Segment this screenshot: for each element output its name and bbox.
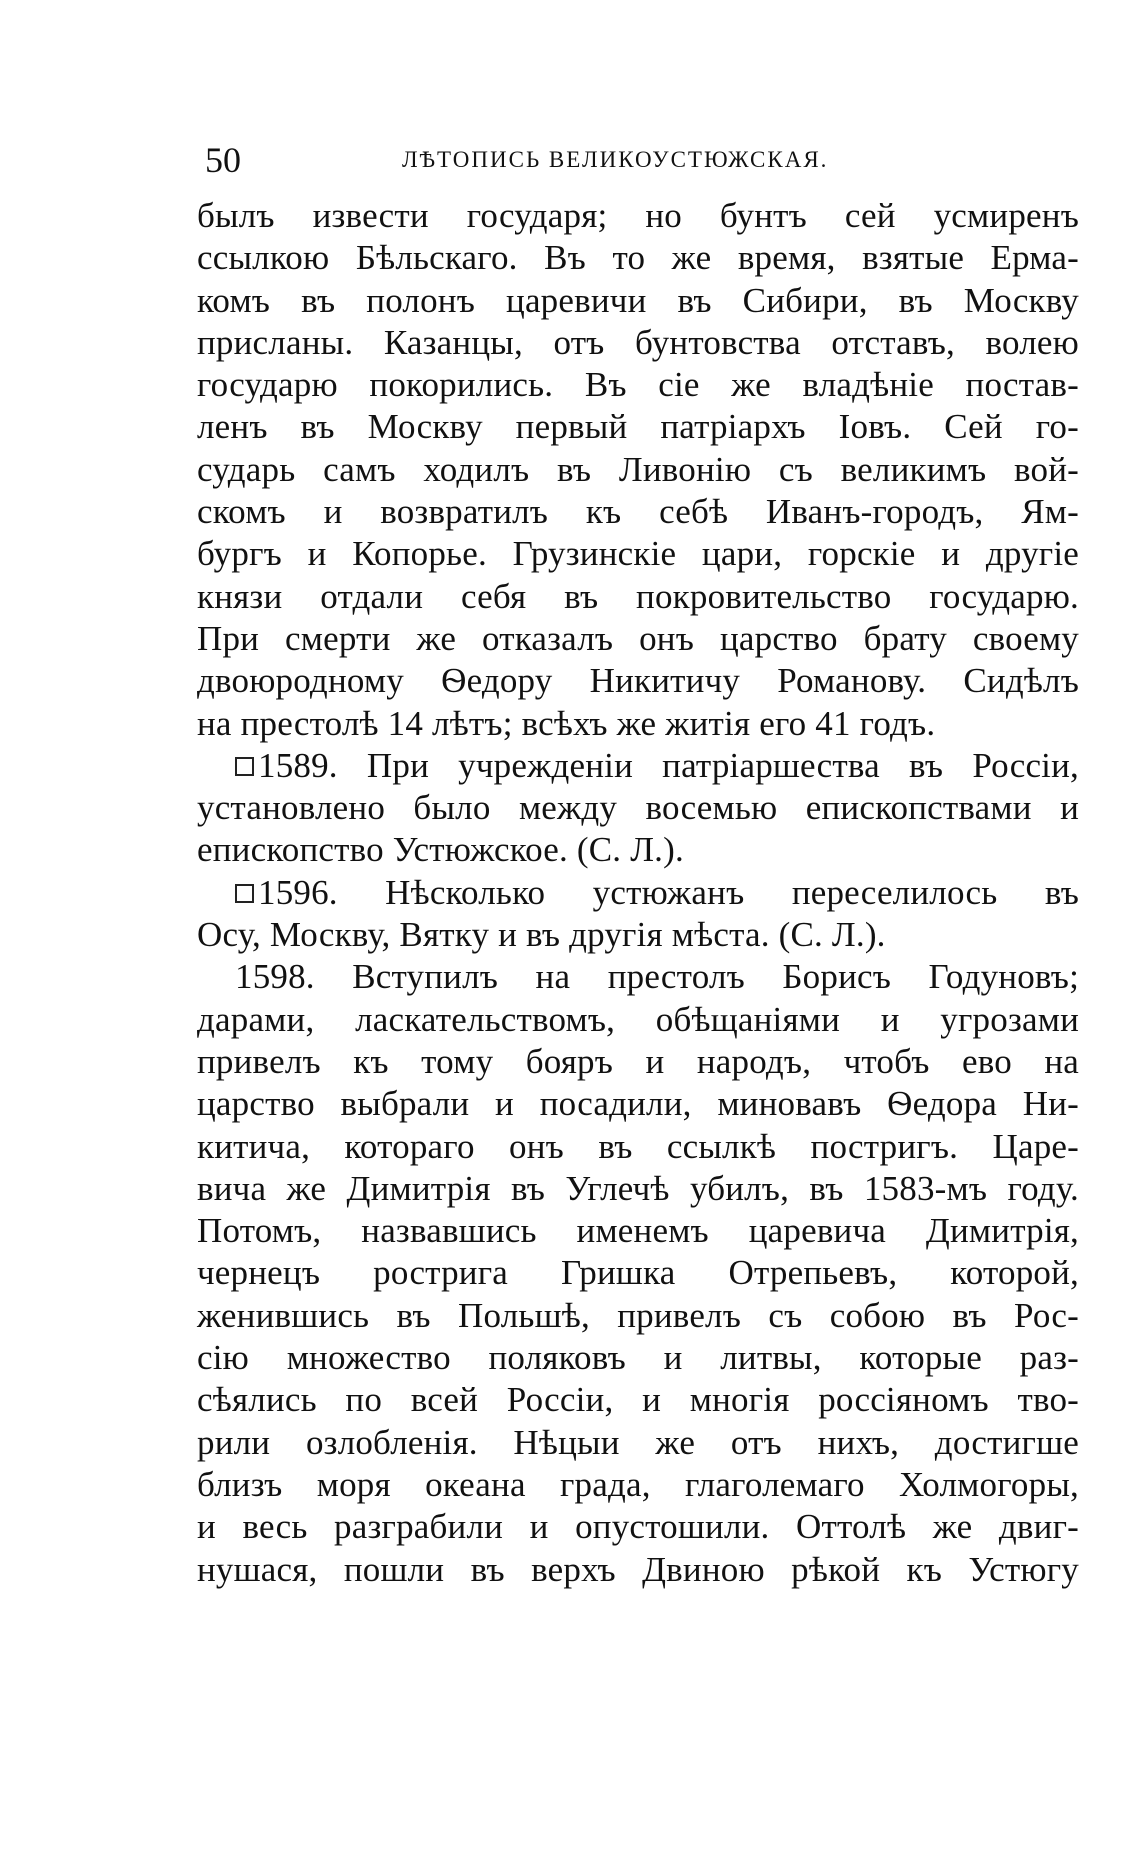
text-line: близъ моря океана града, глаголемаго Холмогоры, [197,1464,1079,1504]
text-line: на престолѣ 14 лѣтъ; всѣхъ же житія его 41 годъ. [197,703,936,743]
text-line-content: 1589. При учрежденіи патріаршества въ Россіи, [258,745,1079,785]
text-line: царство выбрали и посадили, миновавъ Ѳедора Ни- [197,1084,1079,1124]
text-line: вича же Димитрія въ Углечѣ убилъ, въ 1583-мъ году. [197,1168,1079,1208]
paragraph-1598 [197,956,1079,1590]
text-line [197,872,1079,914]
body-text [197,195,1079,1591]
text-line: чернецъ рострига Гришка Отрепьевъ, которой, [197,1253,1079,1293]
text-line: государю покорились. Въ сіе же владѣніе постав- [197,365,1079,405]
text-line: установлено было между восемью епископствами и [197,788,1079,828]
text-line: ссылкою Бѣльскаго. Въ то же время, взятые Ерма- [197,238,1079,278]
paragraph-1589 [197,745,1079,872]
text-line: китича, котораго онъ въ ссылкѣ постригъ. Царе- [197,1126,1079,1166]
text-line: При смерти же отказалъ онъ царство брату своему [197,618,1079,658]
square-marker-icon [235,757,254,776]
text-line: нушася, пошли въ верхъ Двиною рѣкой къ Устюгу [197,1549,1079,1589]
text-line: и весь разграбили и опустошили. Оттолѣ же двиг- [197,1507,1079,1547]
text-line: скомъ и возвратилъ къ себѣ Иванъ-городъ, Ям- [197,492,1079,532]
text-line: женившись въ Польшѣ, привелъ съ собою въ Рос- [197,1295,1079,1335]
square-marker-icon [235,884,254,903]
text-line: Потомъ, назвавшись именемъ царевича Димитрія, [197,1211,1079,1251]
text-line: комъ въ полонъ царевичи въ Сибири, въ Москву [197,280,1079,320]
text-line: епископство Устюжское. (С. Л.). [197,830,684,870]
text-line: сѣялись по всей Россіи, и многія россіяномъ тво- [197,1380,1079,1420]
page-number: 50 [205,140,241,180]
text-line: былъ извести государя; но бунтъ сей усмиренъ [197,196,1079,235]
text-line: привелъ къ тому бояръ и народъ, чтобъ ево на [197,1041,1079,1081]
running-head [197,140,1079,180]
text-line: сію множество поляковъ и литвы, которые раз- [197,1338,1079,1378]
text-line [197,745,1079,787]
text-line: сударь самъ ходилъ въ Ливонію съ великимъ вой- [197,449,1079,489]
text-line: рили озлобленія. Нѣцыи же отъ нихъ, достигше [197,1422,1079,1462]
text-line: князи отдали себя въ покровительство государю. [197,576,1079,616]
text-line: бургъ и Копорье. Грузинскіе цари, горскіе и другіе [197,534,1079,574]
text-line: 1598. Вступилъ на престолъ Борисъ Годуновъ; [235,957,1079,997]
running-title: ЛѢТОПИСЬ ВЕЛИКОУСТЮЖСКАЯ. [402,147,829,172]
text-line: Осу, Москву, Вятку и въ другія мѣста. (С. Л.). [197,915,886,955]
text-line: дарами, ласкательствомъ, обѣщаніями и угрозами [197,999,1079,1039]
text-line: присланы. Казанцы, отъ бунтовства отставъ, волею [197,322,1079,362]
text-line: двоюродному Ѳедору Никитичу Романову. Сидѣлъ [197,661,1079,701]
text-line: ленъ въ Москву первый патріархъ Іовъ. Сей го- [197,407,1079,447]
paragraph-1596 [197,872,1079,957]
text-line-content: 1596. Нѣсколько устюжанъ переселилось въ [258,872,1079,912]
paragraph [197,195,1079,745]
